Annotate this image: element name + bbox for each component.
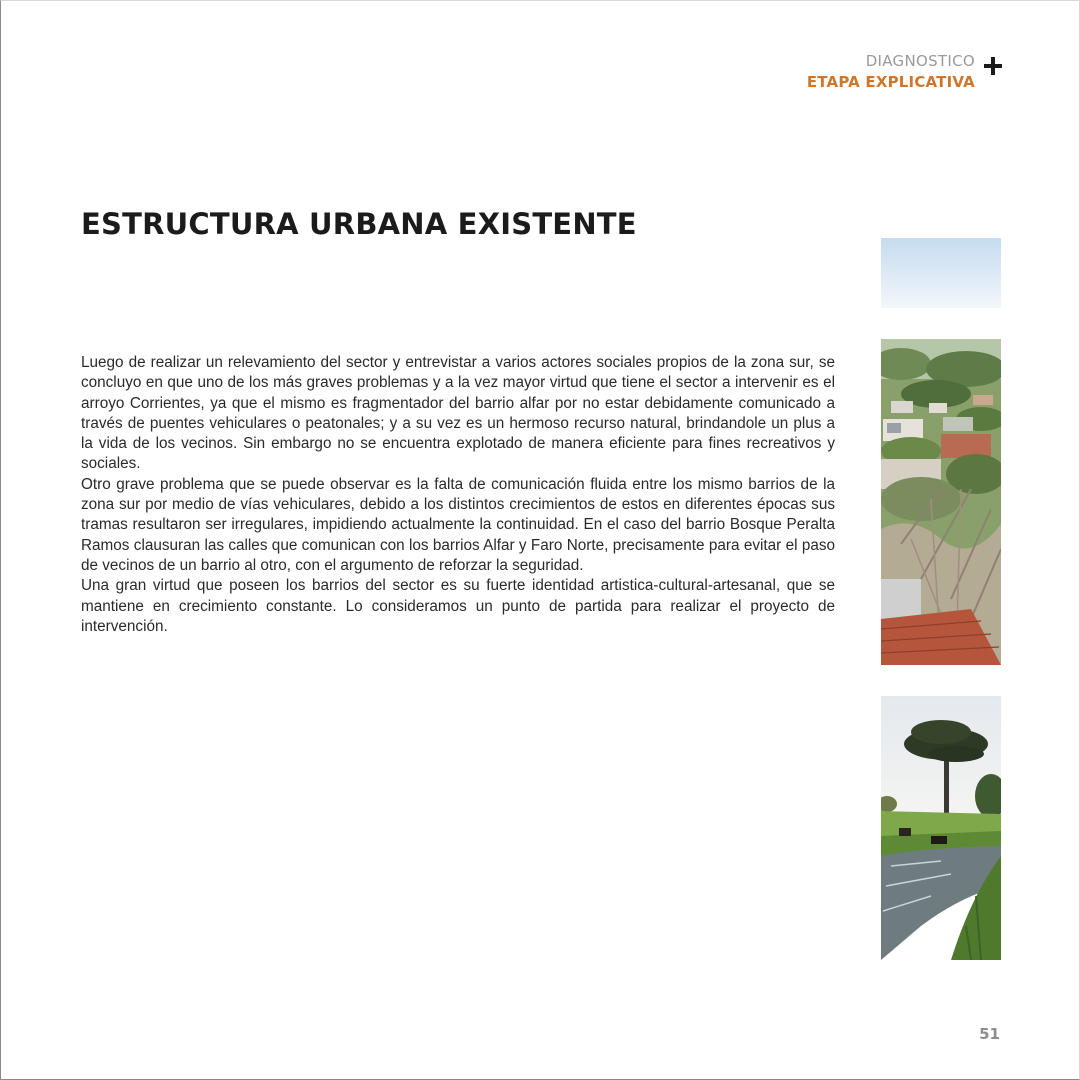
body-text: [81, 353, 835, 637]
section-label: DIAGNOSTICO: [865, 52, 975, 70]
section-header: [807, 51, 975, 93]
paragraph: Otro grave problema que se puede observar es la falta de comunicación fluida entre los mismo barrios de la zona sur por medio de vías vehiculares, debido a los distintos crecimientos de estos en diferentes épocas sus tramas resultaron ser irregulares, impidiendo actualmente la continuidad. En el caso del barrio Bosque Peralta Ramos clausuran las calles que comunican con los barrios Alfar y Faro Norte, precisamente para evitar el paso de vecinos de un barrio al otro, con el argumento de reforzar la seguridad.: [81, 475, 835, 574]
paragraph: Luego de realizar un relevamiento del sector y entrevistar a varios actores sociales propios de la zona sur, se concluyo en que uno de los más graves problemas y a la vez mayor virtud que tiene el sector a intervenir es el arroyo Corrientes, ya que el mismo es fragmentador del barrio alfar por no estar debidamente comunicado a través de puentes vehiculares o peatonales; y a su vez es un hermoso recurso natural, brindandole un plus a la vida de los vecinos. Sin embargo no se encuentra explotado de manera eficiente para fines recreativos y sociales.: [81, 354, 835, 473]
neighborhood-photo: [881, 339, 1001, 665]
creek-photo: [881, 696, 1001, 960]
paragraph: Una gran virtud que poseen los barrios del sector es su fuerte identidad artistica-cultural-artesanal, que se mantiene en crecimiento constante. Lo consideramos un punto de partida para realizar el proyecto de intervención.: [81, 577, 835, 635]
page-number: 51: [979, 1025, 1000, 1043]
page-title: ESTRUCTURA URBANA EXISTENTE: [81, 207, 637, 241]
plus-icon: [984, 57, 1002, 75]
stage-label: ETAPA EXPLICATIVA: [806, 73, 975, 91]
sky-photo: [881, 238, 1001, 308]
